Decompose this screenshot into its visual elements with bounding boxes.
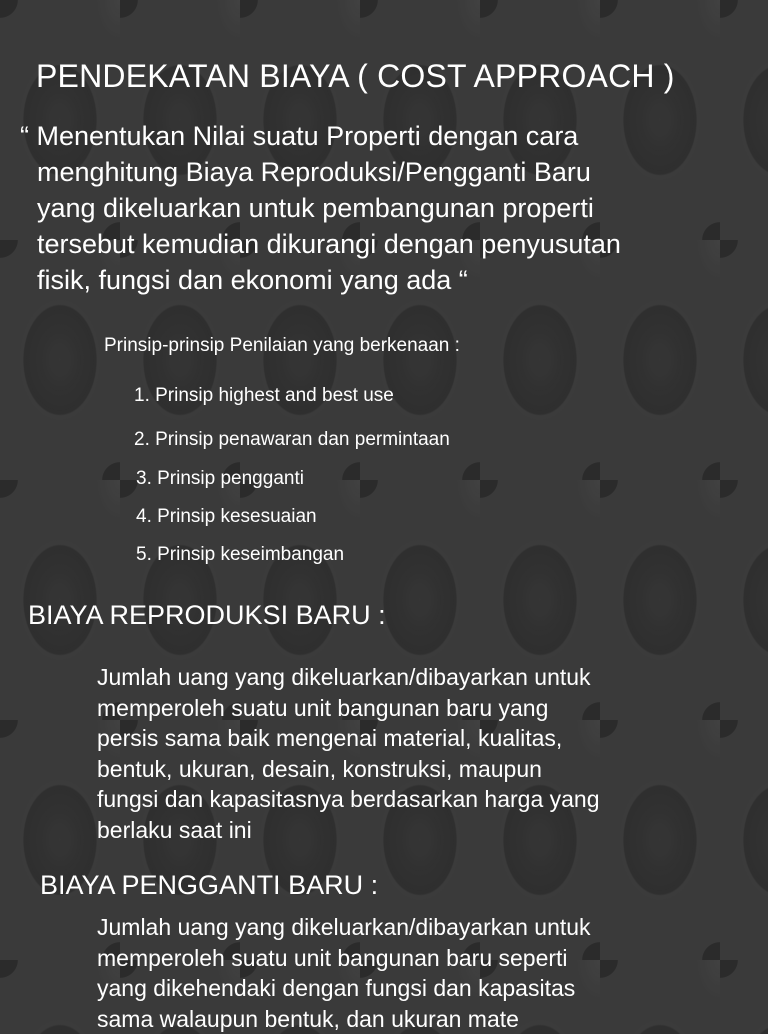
body-line: memperoleh suatu unit bangunan baru seperti xyxy=(97,944,568,971)
definition-line: fisik, fungsi dan ekonomi yang ada “ xyxy=(37,265,468,295)
principles-header: Prinsip-prinsip Penilaian yang berkenaan : xyxy=(104,335,460,356)
body-line: berlaku saat ini xyxy=(97,816,252,843)
replacement-cost-heading: BIAYA PENGGANTI BARU : xyxy=(40,870,379,900)
definition-line: tersebut kemudian dikurangi dengan penyusutan xyxy=(37,229,621,259)
body-line: sama walaupun bentuk, dan ukuran mate xyxy=(97,1005,519,1032)
body-line: yang dikehendaki dengan fungsi dan kapasitas xyxy=(97,975,576,1002)
body-line: memperoleh suatu unit bangunan baru yang xyxy=(97,694,549,721)
definition-quote xyxy=(20,118,750,298)
definition-line: “ Menentukan Nilai suatu Properti dengan cara xyxy=(20,121,579,151)
principle-item: 3. Prinsip pengganti xyxy=(136,468,304,489)
replacement-cost-body xyxy=(97,912,591,1034)
definition-line: menghitung Biaya Reproduksi/Pengganti Baru xyxy=(37,157,591,187)
principle-item: 5. Prinsip keseimbangan xyxy=(136,544,345,565)
principle-item: 4. Prinsip kesesuaian xyxy=(136,506,317,527)
reproduction-cost-heading: BIAYA REPRODUKSI BARU : xyxy=(28,600,386,630)
body-line: Jumlah uang yang dikeluarkan/dibayarkan untuk xyxy=(97,914,591,940)
body-line: persis sama baik mengenai material, kualitas, xyxy=(97,725,563,752)
principle-item: 2. Prinsip penawaran dan permintaan xyxy=(134,429,450,450)
page-title: PENDEKATAN BIAYA ( COST APPROACH ) xyxy=(36,58,675,94)
body-line: fungsi dan kapasitasnya berdasarkan harga yang xyxy=(97,786,600,813)
definition-line: yang dikeluarkan untuk pembangunan properti xyxy=(37,193,594,223)
body-line: bentuk, ukuran, desain, konstruksi, maupun xyxy=(97,755,542,782)
principle-item: 1. Prinsip highest and best use xyxy=(134,385,394,406)
body-line: Jumlah uang yang dikeluarkan/dibayarkan untuk xyxy=(97,664,591,690)
reproduction-cost-body xyxy=(97,662,600,846)
